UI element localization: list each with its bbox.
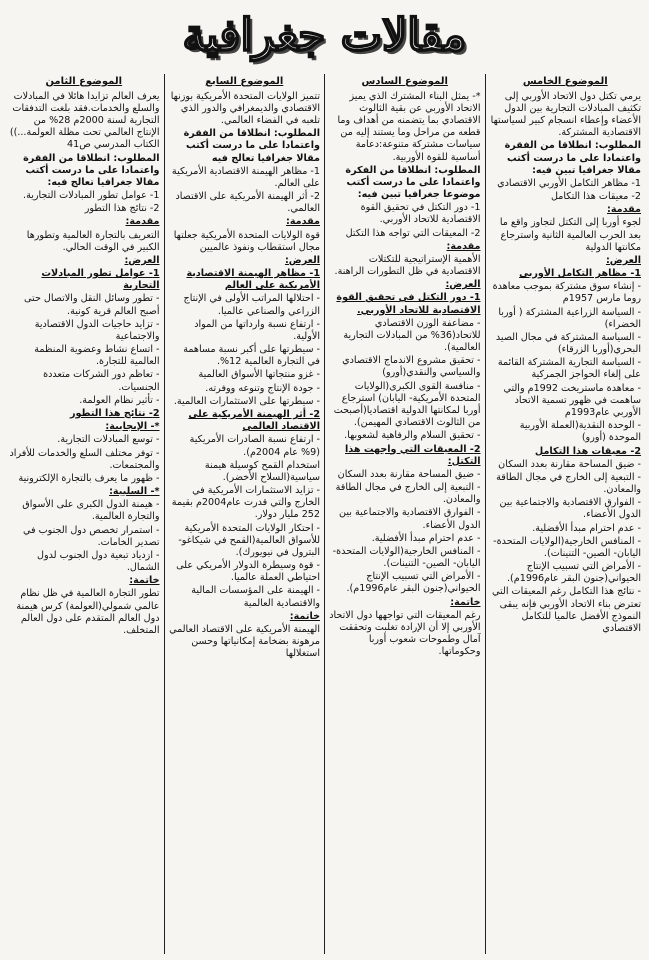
paragraph-line: - تزايد حاجيات الدول الاقتصادية والاجتماعية [34,318,160,342]
title-banner [0,0,649,72]
paragraph-line: - سيطرتها على الاستثمارات العالمية. [173,395,320,407]
section-heading: خاتمة: [289,610,320,622]
paragraph-line: - هيمنة الدول الكبرى على الأسواق والتجارة العالمية. [22,499,160,523]
column-heading: الموضوع السابع [205,76,284,87]
section-heading: مقدمة: [286,216,320,228]
paragraph-line: تتميز الولايات المتحدة الأمريكية بوزنها الاقتصادي والديمغرافي والدور الذي تلعبه في الفضاء العالمي. [170,90,320,127]
paragraph-line: - مضاعفة الوزن الاقتصادي للاتحاد(36% من المبادلات التجارية العالمية). [343,317,481,354]
paragraph-line: - الفوارق الاقتصادية والاجتماعية بين الدول الأعضاء. [499,497,641,521]
paragraph-line: قوة الولايات المتحدة الأمريكية جعلتها مجال استقطاب ونفوذ عالميين [173,229,320,253]
paragraph-line: - منافسة القوى الكبرى(الولايات المتحدة الأمريكية- اليابان) استرجاع أوربا لمكانتها الدولية اقتصاديا(أصبحت من الثالوث الاقتصادي المهيمن). [333,380,481,429]
paragraph-line: *- يمثل البناء المشترك الذي يميز الاتحاد الأوربي عن بقية الثالوث الاقتصادي بما يتضمنه من أهداف وما قطعه من مراحل وما يستند إليه من سياسات مشتركة متنوعة:دعامة أساسية للقوة الأوربية. [337,90,481,163]
paragraph-line: - توسع المبادلات التجارية. [57,434,160,446]
paragraph-line: 1- دور التكتل في تحقيق القوة الاقتصادية للاتحاد الأوربي. [360,202,481,226]
paragraph-line: - الأمراض التي تسبيب الإنتاج الحيواني(جنون البقر عام1996م). [506,561,641,585]
paragraph-line: - ضيق المساحة مقارنة بعدد السكان [337,468,481,480]
paragraph-line: - معاهدة ماستريخت 1992م والتي ساهمت في ظهور تسمية الاتحاد الأوربي عام1993م [503,382,641,418]
paragraph-line: - ارتفاع نسبة الصادرات الأمريكية (9% عام 2004م). [189,434,320,458]
paragraph-line: - ارتفاع نسبة وارداتها من المواد الأولية. [194,318,320,342]
section-heading: 1- عوامل تطور المبادلات التجارية [41,268,160,292]
section-heading: خاتمة: [129,575,160,587]
paragraph-line: - تأثير نظام العولمة. [79,394,160,406]
section-heading: مقدمة: [125,216,160,228]
section-heading: 1- مظاهر الهيمنة الاقتصادية الأمريكية على العالم [186,268,320,292]
paragraph-line: - المنافس الخارجية(الولايات المتحدة- اليابان- الصين- التنينات). [493,535,641,559]
paragraph-line: - تعاظم دور الشركات متعددة الجنسيات. [43,369,160,393]
paragraph-line: - احتلالها المراتب الأولى في الإنتاج الزراعي والصناعي عالميا. [183,293,320,317]
paragraph-line: - توفر مختلف السلع والخدمات للأفراد والمجتمعات. [9,447,160,471]
section-heading: *- الإيجابية: [105,421,160,433]
paragraph-line: 2- المعيقات التي تواجه هذا التكتل [345,227,481,239]
paragraph-line: - الهيمنة على المؤسسات المالية والاقتصادية العالمية [191,585,320,609]
section-heading: 2- أثر الهيمنة الأمريكية على الاقتصاد العالمي [188,408,320,433]
paragraph-line: - تحقيق مشروع الاندماج الاقتصادي والسياسي والنقدي(أورو) [342,355,481,379]
section-heading: خاتمة: [450,596,481,608]
paragraph-line: 2- معيقات هذا التكامل [550,191,641,203]
paragraph-line: - تطور وسائل النقل والاتصال حتى أصبح العالم قرية كونية. [24,293,160,317]
column-body [329,91,481,659]
articles-columns [4,74,645,954]
section-heading: العرض: [605,254,641,266]
paragraph-line: - السياسة الزراعية المشتركة ( أوربا الخضراء) [498,306,641,330]
paragraph-line: - تحقيق السلام والرفاهية لشعوبها. [344,430,481,442]
paragraph-line: - تزايد الاستثمارات الأمريكية في الخارج والتي قدرت عام2004م بقيمة 252 مليار دولار. [171,485,320,521]
paragraph-line: لجوء أوربا إلى التكتل لتجاوز واقع ما بعد الحرب العالمية الثانية واسترجاع مكانتها الدولية [499,217,641,253]
paragraph-line: - المنافس الخارجية(الولايات المتحدة- اليابان- الصين- التنينات). [332,545,481,570]
section-heading: العرض: [124,254,160,266]
section-heading: العرض: [445,279,481,291]
paragraph-line: المطلوب: انطلاقا من الفقرة واعتمادا على ما درست أكتب مقالا جغرافيا تبين فيه: [504,140,641,176]
paragraph-line: - السياسة المشتركة في مجال الصيد البحري(أوربا الزرقاء) [495,331,641,356]
section-heading: 1- مظاهر التكامل الأوربي [519,268,641,280]
paragraph-line: 1- مظاهر الهيمنة الاقتصادية الأمريكية على العالم. [171,165,320,189]
section-heading: مقدمة: [607,204,641,216]
paragraph-line: يعرف العالم تزايدا هائلا في المبادلات والسلع والخدمات.فقد بلغت التدفقات التجارية لسنة 2000م 28% من الإنتاج العالمي تحت مظلة العولمة...)) الكتاب المدرسي ص41 [9,90,160,151]
column-heading: الموضوع السادس [361,76,448,87]
paragraph-line: - اتساع نشاط وعضوية المنظمة العالمية للتجارة. [34,344,160,368]
column-heading: الموضوع الثامن [45,76,123,87]
paragraph-line: - السياسة التجارية المشتركة القائمة على إلغاء الحواجز الجمركية [497,357,641,381]
paragraph-line: الأهمية الإستراتيجية للتكتلات الاقتصادية في ظل التطورات الراهنة. [334,253,481,278]
paragraph-line: - عدم احترام مبدأ الأفضلية. [371,532,481,544]
column-body [8,91,160,637]
section-heading: 2- المعيقات التي واجهت هذا التكتل: [345,443,481,467]
paragraph-line: - ازدياد تبعية دول الجنوب لدول الشمال. [37,549,160,574]
section-heading: 2- نتائج هذا التطور [70,407,160,419]
paragraph-line: 2- أثر الهيمنة الأمريكية على الاقتصاد العالمي. [175,191,320,215]
paragraph-line: - احتكار الولايات المتحدة الأمريكية للأسواق العالمية(القمح في شيكاغو- البترول في نيويورك). [178,522,320,558]
column-topic-5 [486,74,646,954]
paragraph-line: الهيمنة الأمريكية على الاقتصاد العالمي مرهونة بضخامة إمكانياتها وحسن استغلالها [169,623,320,660]
paragraph-line: - الوحدة النقدية(العملة الأوربية الموحدة (أورو) [519,420,641,444]
paragraph-line: - جودة الإنتاج وتنوعه ووفرته. [205,382,320,394]
paragraph-line: - الأمراض التي تسبيب الإنتاج الحيواني(جنون البقر عام1996م). [346,571,481,595]
paragraph-line: المطلوب: انطلاقا من الفقرة واعتمادا على ما درست أكتب مقالا جغرافيا تعالج فيه: [23,152,160,188]
paragraph-line: - غزو منتجاتها الأسواق العالمية [198,369,320,381]
paragraph-line: المطلوب: انطلاقا من الفكرة واعتمادا على ما درست أكتب موضوعا جغرافيا تبين فيه: [345,164,481,201]
paragraph-line: 2- نتائج هذا التطور [84,203,160,215]
paragraph-line: - نتائج هذا التكامل رغم المعيقات التي تعترض بناء الاتحاد الأوربي فإنه يبقى النموذج الأفضل عالميا للتكامل الاقتصادي [492,586,641,634]
paragraph-line: - ظهور ما يعرف بالتجارة الإلكترونية [18,472,160,484]
paragraph-line: - الفوارق الاقتصادية والاجتماعية بين الدول الأعضاء. [339,507,481,531]
paragraph-line: تطور التجارة العالمية في ظل نظام عالمي شمولي(العولمة) كرس هيمنة دول العالم المتقدم على دول العالم المتخلف. [16,588,160,636]
column-topic-6 [325,74,486,954]
column-body [490,91,642,635]
paragraph-line: المطلوب: انطلاقا من الفقرة واعتمادا على ما درست أكتب مقالا جغرافيا تعالج فيه [183,128,320,164]
section-heading: *- السلبية: [109,486,160,498]
section-heading: 2- معيقات هذا التكامل [534,445,641,457]
paragraph-line: - قوة وسيطرة الدولار الأمريكي على احتياطي العملة عالميا. [176,560,320,584]
section-heading: العرض: [284,254,320,266]
paragraph-line: - التبعية إلى الخارج في مجال الطاقة والمعادن. [496,471,641,496]
page-title: مقالات جغرافية [182,10,467,61]
paragraph-line: - سيطرتها على أكبر نسبة مساهمة في التجارة العالمية 12%. [183,344,320,368]
column-topic-7 [165,74,326,954]
paragraph-line: 1- مظاهر التكامل الأوربي الاقتصادي [497,177,641,189]
paragraph-line: استخدام القمح كوسيلة هيمنة سياسية(السلاح الأخضر). [204,459,320,483]
paragraph-line: - التبعية إلى الخارج في مجال الطاقة والمعادن. [335,482,481,506]
column-body [169,91,321,661]
column-topic-8 [4,74,165,954]
paragraph-line: 1- عوامل تطور المبادلات التجارية. [23,190,160,202]
paragraph-line: - ضيق المساحة مقارنة بعدد السكان [498,458,641,470]
paragraph-line: التعريف بالتجارة العالمية وتطورها الكبير في الوقت الحالي. [26,229,160,253]
paragraph-line: - استمرار تخصص دول الجنوب في تصدير الخامات. [22,524,160,548]
section-heading: 1- دور التكتل في تحقيق القوة الاقتصادية للاتحاد الأوربي. [336,292,481,316]
paragraph-line: - إنشاء سوق مشتركة بموجب معاهدة روما مارس 1957م [492,281,641,305]
paragraph-line: يرمي تكتل دول الاتحاد الأوربي إلى تكثيف المبادلات التجارية بين الدول الأعضاء وإعطاء انسجام كبير لسياستها الاقتصادية المشتركة. [490,90,641,139]
paragraph-line: - عدم احترام مبدأ الأفضلية. [532,522,641,534]
paragraph-line: رغم المعيقات التي تواجهها دول الاتحاد الأوربي إلا أن الإرادة تغلبت وتحققت آمال وطموحات شعوب أوربا وحكوماتها. [329,609,481,658]
column-heading: الموضوع الخامس [522,76,608,87]
section-heading: مقدمة: [446,240,481,252]
